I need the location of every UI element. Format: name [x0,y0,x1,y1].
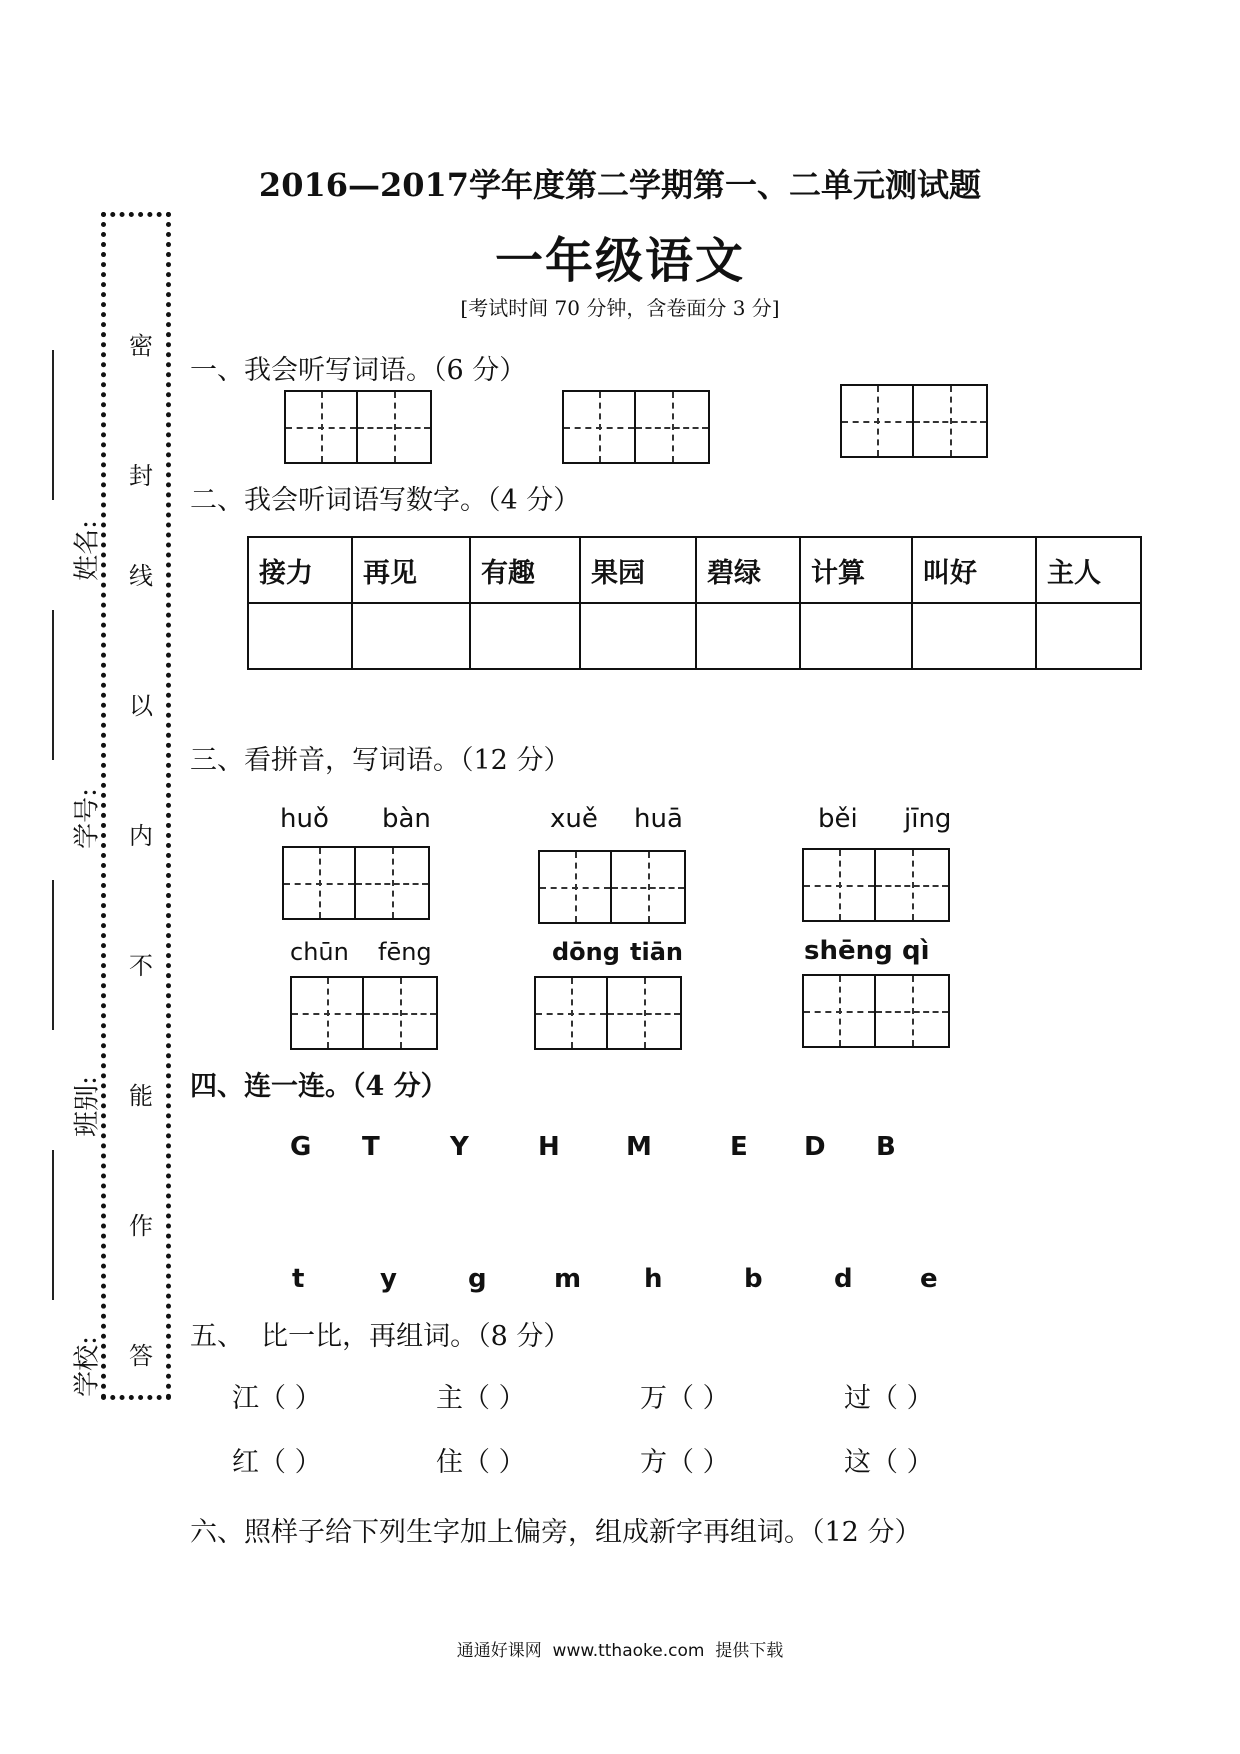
lower-letter[interactable]: d [834,1264,853,1294]
writing-cell[interactable] [290,976,364,1050]
school-field-label: 学校: [72,1336,103,1397]
table-row [248,537,1141,603]
seal-char: 不 [129,952,153,980]
seal-char: 答 [129,1342,153,1370]
q3-grid-4[interactable] [290,976,438,1050]
q2-heading: 二、我会听词语写数字。（4 分） [190,485,581,516]
pinyin: chūn [290,938,349,966]
pinyin: qì [902,936,930,966]
q5-heading: 五、 比一比，再组词。（8 分） [190,1321,571,1352]
writing-cell[interactable] [840,384,914,458]
class-field-label: 班别: [72,1076,103,1137]
writing-cell[interactable] [876,974,950,1048]
name-field-label: 姓名: [72,520,103,581]
writing-cell[interactable] [608,976,682,1050]
upper-letter[interactable]: B [876,1132,896,1162]
compare-item[interactable]: 过（ ） [844,1383,934,1414]
upper-letter[interactable]: Y [450,1132,469,1162]
answer-cell[interactable] [580,603,696,669]
writing-cell[interactable] [802,848,876,922]
table-row [248,603,1141,669]
q3-grid-2[interactable] [538,850,686,924]
lower-letter[interactable]: e [920,1264,938,1294]
pinyin: xuě [550,804,598,834]
student-number-field-label: 学号: [72,788,103,849]
pinyin: bàn [382,804,431,834]
compare-item[interactable]: 这（ ） [844,1447,934,1478]
binding-line-3 [52,880,54,1030]
answer-cell[interactable] [800,603,912,669]
q2-word-table [247,536,1142,670]
writing-cell[interactable] [364,976,438,1050]
compare-item[interactable]: 江（ ） [232,1383,322,1414]
writing-cell[interactable] [534,976,608,1050]
seal-char: 密 [129,332,153,360]
exam-subject: 一年级语文 [494,233,745,289]
answer-cell[interactable] [912,603,1036,669]
q4-heading: 四、连一连。（4 分） [190,1071,448,1102]
writing-cell[interactable] [282,846,356,920]
seal-char: 封 [129,462,153,490]
writing-cell[interactable] [358,390,432,464]
pinyin: tiān [630,938,683,966]
pinyin: běi [818,804,858,834]
word-cell: 主人 [1036,537,1141,603]
q3-grid-6[interactable] [802,974,950,1048]
compare-item[interactable]: 住（ ） [436,1447,526,1478]
upper-letter[interactable]: T [362,1132,380,1162]
pinyin: shēng [804,936,893,966]
compare-item[interactable]: 方（ ） [640,1447,730,1478]
word-cell: 有趣 [470,537,580,603]
word-cell: 再见 [352,537,470,603]
lower-letter[interactable]: h [644,1264,663,1294]
upper-letter[interactable]: H [538,1132,560,1162]
seal-char: 线 [129,562,153,590]
writing-cell[interactable] [802,974,876,1048]
upper-letter[interactable]: G [290,1132,312,1162]
upper-letter[interactable]: D [804,1132,826,1162]
binding-line-1 [52,350,54,500]
writing-cell[interactable] [356,846,430,920]
compare-item[interactable]: 主（ ） [436,1383,526,1414]
q1-grid-3[interactable] [840,384,988,458]
seal-char: 能 [129,1082,153,1110]
pinyin: huā [634,804,683,834]
q3-grid-1[interactable] [282,846,430,920]
exam-title: 2016—2017学年度第二学期第一、二单元测试题 [258,166,982,204]
writing-cell[interactable] [612,850,686,924]
upper-letter[interactable]: E [730,1132,748,1162]
answer-cell[interactable] [248,603,352,669]
q1-grid-1[interactable] [284,390,432,464]
q3-grid-5[interactable] [534,976,682,1050]
word-cell: 碧绿 [696,537,800,603]
upper-letter[interactable]: M [626,1132,652,1162]
seal-char: 作 [129,1212,153,1240]
binding-line-4 [52,1150,54,1300]
lower-letter[interactable]: y [380,1264,397,1294]
footer-watermark: 通通好课网 www.tthaoke.com 提供下载 [456,1641,784,1661]
compare-item[interactable]: 红（ ） [232,1447,322,1478]
lower-letter[interactable]: t [292,1264,305,1294]
q3-heading: 三、看拼音，写词语。（12 分） [190,745,571,776]
binding-line-2 [52,610,54,760]
word-cell: 计算 [800,537,912,603]
exam-note: [考试时间 70 分钟，含卷面分 3 分] [460,296,780,320]
q3-grid-3[interactable] [802,848,950,922]
word-cell: 接力 [248,537,352,603]
writing-cell[interactable] [284,390,358,464]
answer-cell[interactable] [470,603,580,669]
q1-heading: 一、我会听写词语。（6 分） [190,355,527,386]
answer-cell[interactable] [352,603,470,669]
word-cell: 果园 [580,537,696,603]
seal-char: 以 [129,692,153,720]
pinyin: jīng [904,804,952,834]
word-cell: 叫好 [912,537,1036,603]
lower-letter[interactable]: b [744,1264,763,1294]
writing-cell[interactable] [876,848,950,922]
pinyin: dōng [552,938,620,966]
answer-cell[interactable] [696,603,800,669]
pinyin: huǒ [280,804,329,834]
writing-cell[interactable] [562,390,636,464]
q6-heading: 六、照样子给下列生字加上偏旁，组成新字再组词。（12 分） [190,1517,922,1548]
compare-item[interactable]: 万（ ） [640,1383,730,1414]
seal-char: 内 [129,822,153,850]
writing-cell[interactable] [538,850,612,924]
lower-letter[interactable]: m [554,1264,582,1294]
q1-grid-2[interactable] [562,390,710,464]
pinyin: fēng [378,938,432,966]
answer-cell[interactable] [1036,603,1141,669]
lower-letter[interactable]: g [468,1264,487,1294]
writing-cell[interactable] [914,384,988,458]
writing-cell[interactable] [636,390,710,464]
